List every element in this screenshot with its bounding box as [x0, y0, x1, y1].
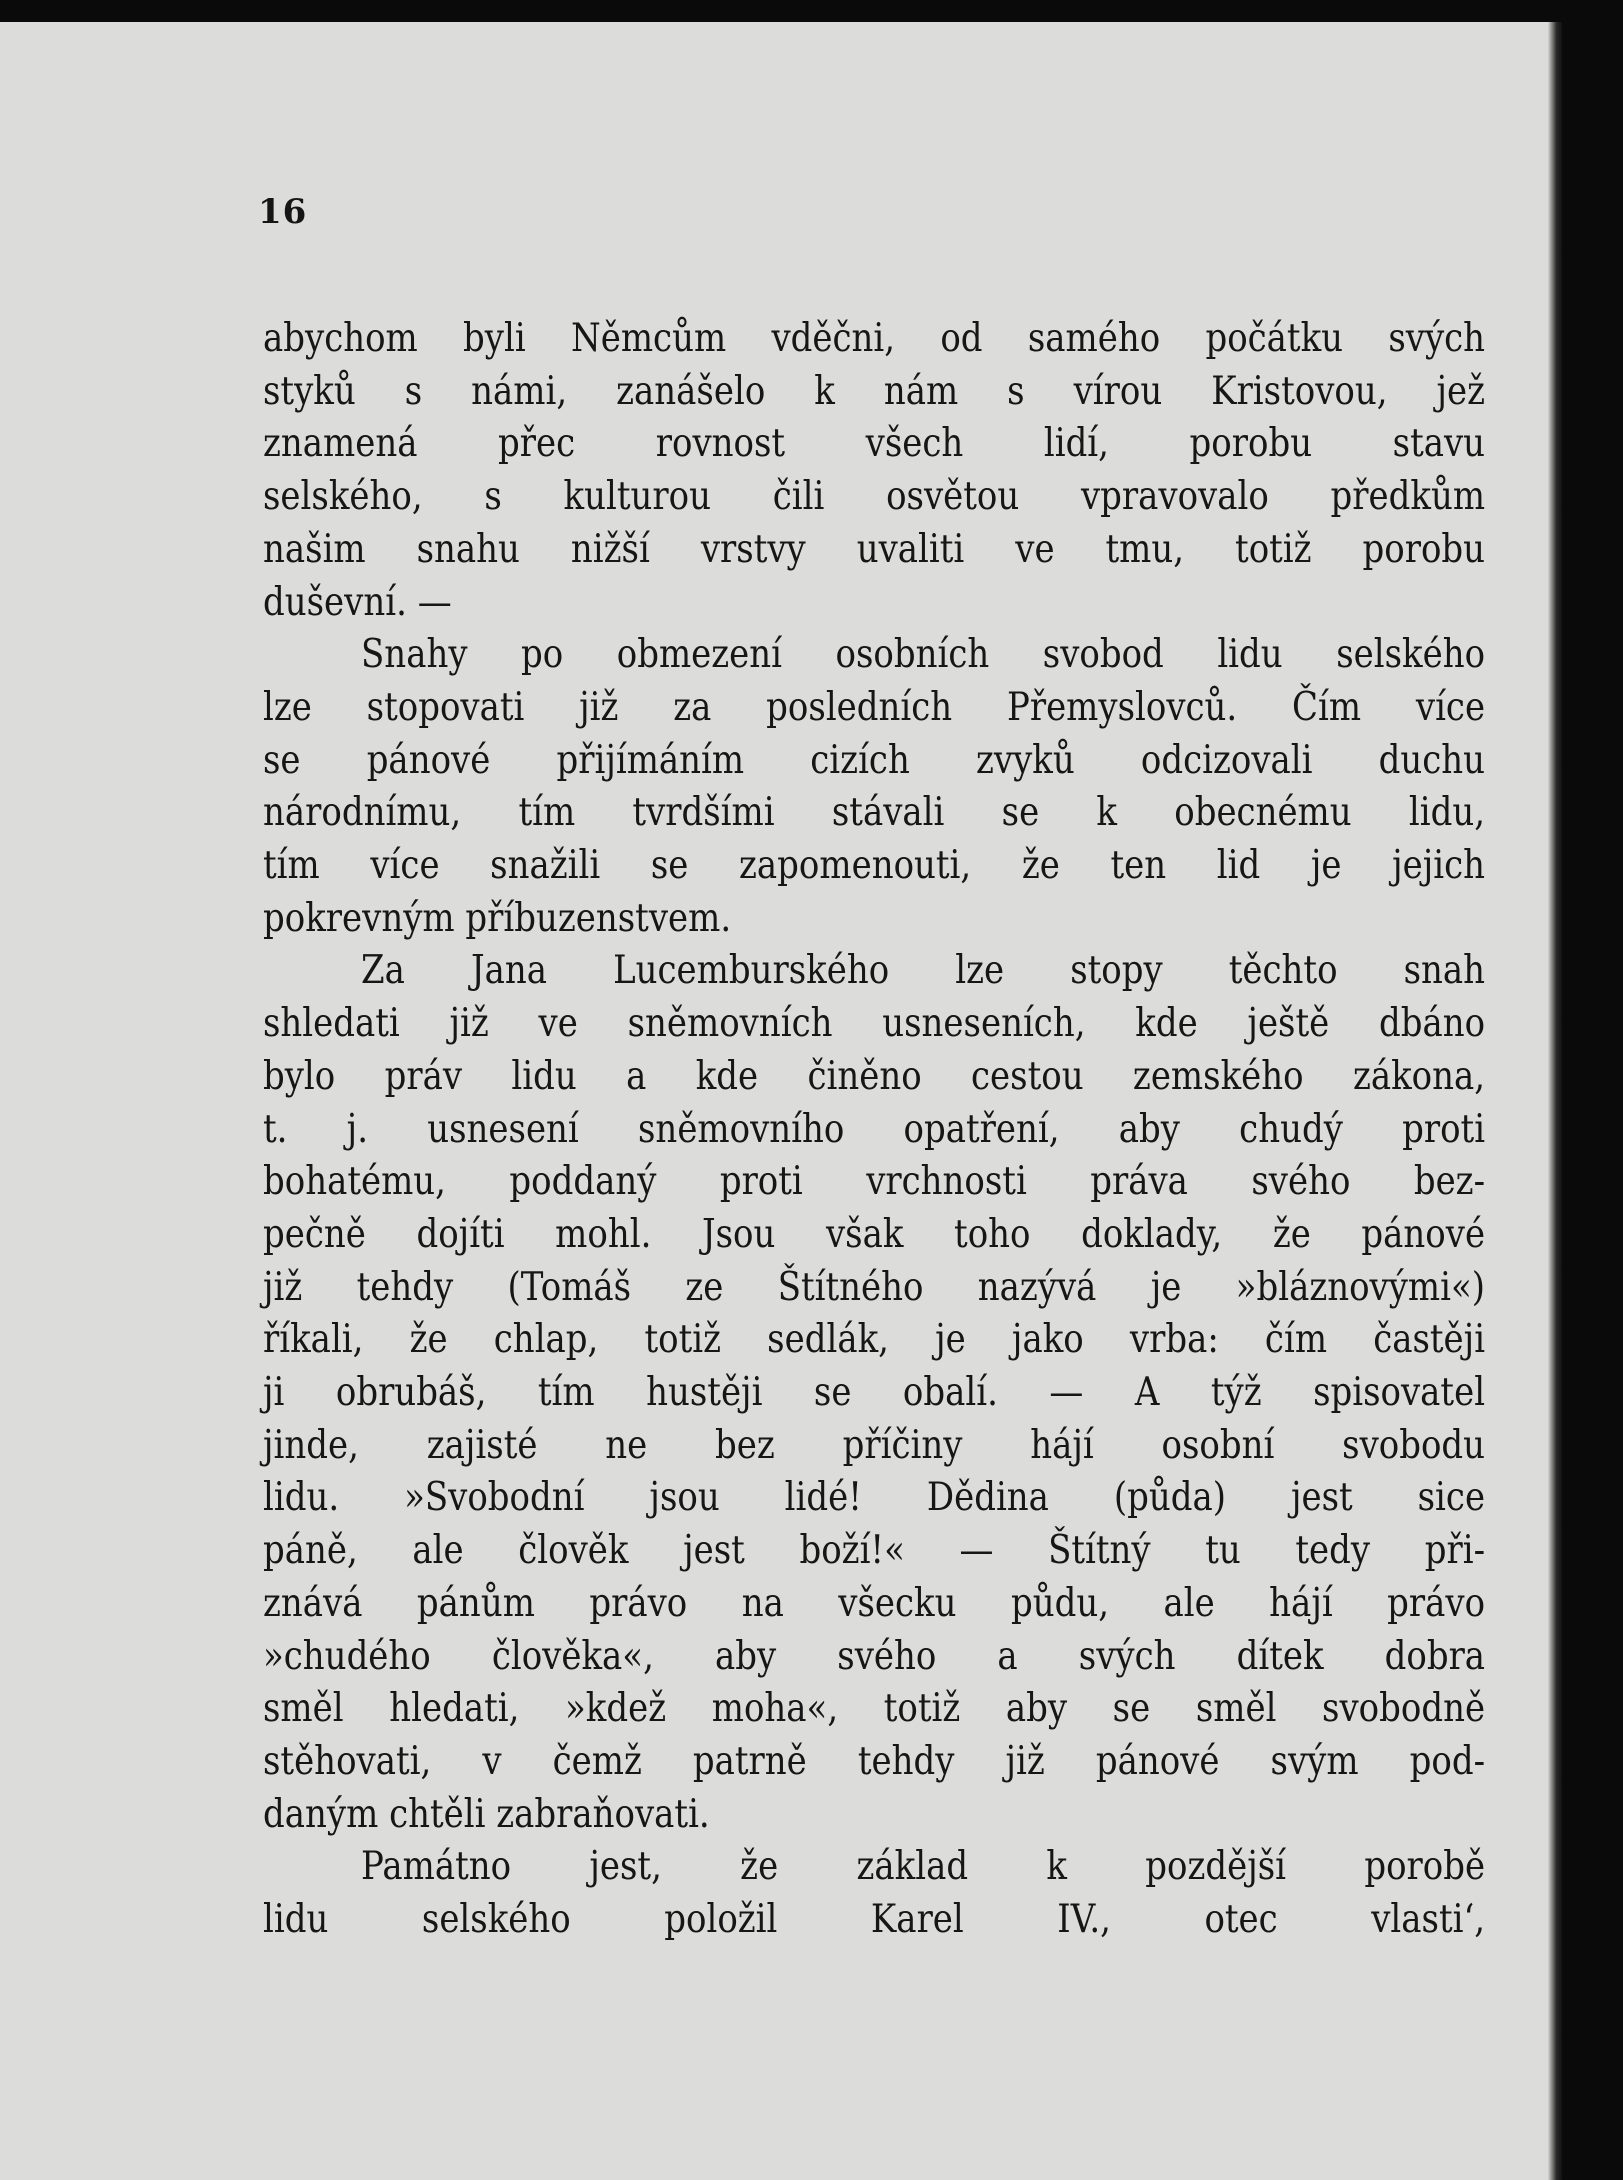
text-line: daným chtěli zabraňovati.: [263, 1790, 710, 1837]
text-line: národnímu, tím tvrdšími stávali se k obecnému lidu,: [263, 789, 1486, 836]
text-line: t. j. usnesení sněmovního opatření, aby chudý proti: [263, 1105, 1486, 1152]
text-line: pokrevným příbuzenstvem.: [263, 894, 732, 941]
text-line: našim snahu nižší vrstvy uvaliti ve tmu, totiž porobu: [263, 525, 1486, 572]
text-line: Snahy po obmezení osobních svobod lidu selského: [361, 631, 1486, 678]
page-spine-shadow: [1548, 22, 1562, 2180]
text-line: směl hledati, »kdež moha«, totiž aby se směl svobodně: [263, 1685, 1486, 1732]
text-line: znamená přec rovnost všech lidí, porobu stavu: [263, 420, 1486, 467]
text-line: shledati již ve sněmovních usneseních, kde ještě dbáno: [263, 1000, 1486, 1047]
text-line: již tehdy (Tomáš ze Štítného nazývá je »bláznovými«): [263, 1263, 1486, 1310]
text-line: Památno jest, že základ k pozdější porobě: [361, 1843, 1486, 1890]
text-line: se pánové přijímáním cizích zvyků odcizovali duchu: [263, 736, 1486, 783]
page-number: 16: [258, 192, 308, 232]
text-line: bylo práv lidu a kde činěno cestou zemského zákona,: [263, 1052, 1486, 1099]
text-line: pečně dojíti mohl. Jsou však toho doklady, že pánové: [263, 1210, 1486, 1257]
text-line: Za Jana Lucemburského lze stopy těchto snah: [361, 947, 1486, 994]
text-line: lidu. »Svobodní jsou lidé! Dědina (půda) jest sice: [263, 1474, 1486, 1521]
text-line: selského, s kulturou čili osvětou vpravovalo předkům: [263, 473, 1486, 520]
text-line: tím více snažili se zapomenouti, že ten lid je jejich: [263, 842, 1486, 889]
text-line: bohatému, poddaný proti vrchnosti práva svého bez-: [263, 1158, 1486, 1205]
book-page: [0, 22, 1562, 2180]
text-line: stěhovati, v čemž patrně tehdy již pánové svým pod-: [263, 1737, 1486, 1784]
text-line: znává pánům právo na všecku půdu, ale hájí právo: [263, 1579, 1486, 1626]
text-line: styků s námi, zanášelo k nám s vírou Kristovou, jež: [263, 367, 1486, 414]
text-line: »chudého člověka«, aby svého a svých dítek dobra: [263, 1632, 1486, 1679]
text-line: jinde, zajisté ne bez příčiny hájí osobní svobodu: [263, 1421, 1486, 1468]
text-line: abychom byli Němcům vděčni, od samého počátku svých: [263, 315, 1486, 361]
text-line: duševní. —: [263, 578, 452, 625]
text-line: říkali, že chlap, totiž sedlák, je jako vrba: čím častěji: [263, 1316, 1486, 1363]
body-text: [263, 312, 1485, 1946]
text-line: lidu selského položil Karel IV., otec vlasti‘,: [263, 1896, 1486, 1943]
text-line: páně, ale člověk jest boží!« — Štítný tu tedy při-: [263, 1527, 1486, 1574]
text-line: ji obrubáš, tím hustěji se obalí. — A týž spisovatel: [263, 1369, 1486, 1416]
text-line: lze stopovati již za posledních Přemyslovců. Čím více: [263, 683, 1486, 730]
